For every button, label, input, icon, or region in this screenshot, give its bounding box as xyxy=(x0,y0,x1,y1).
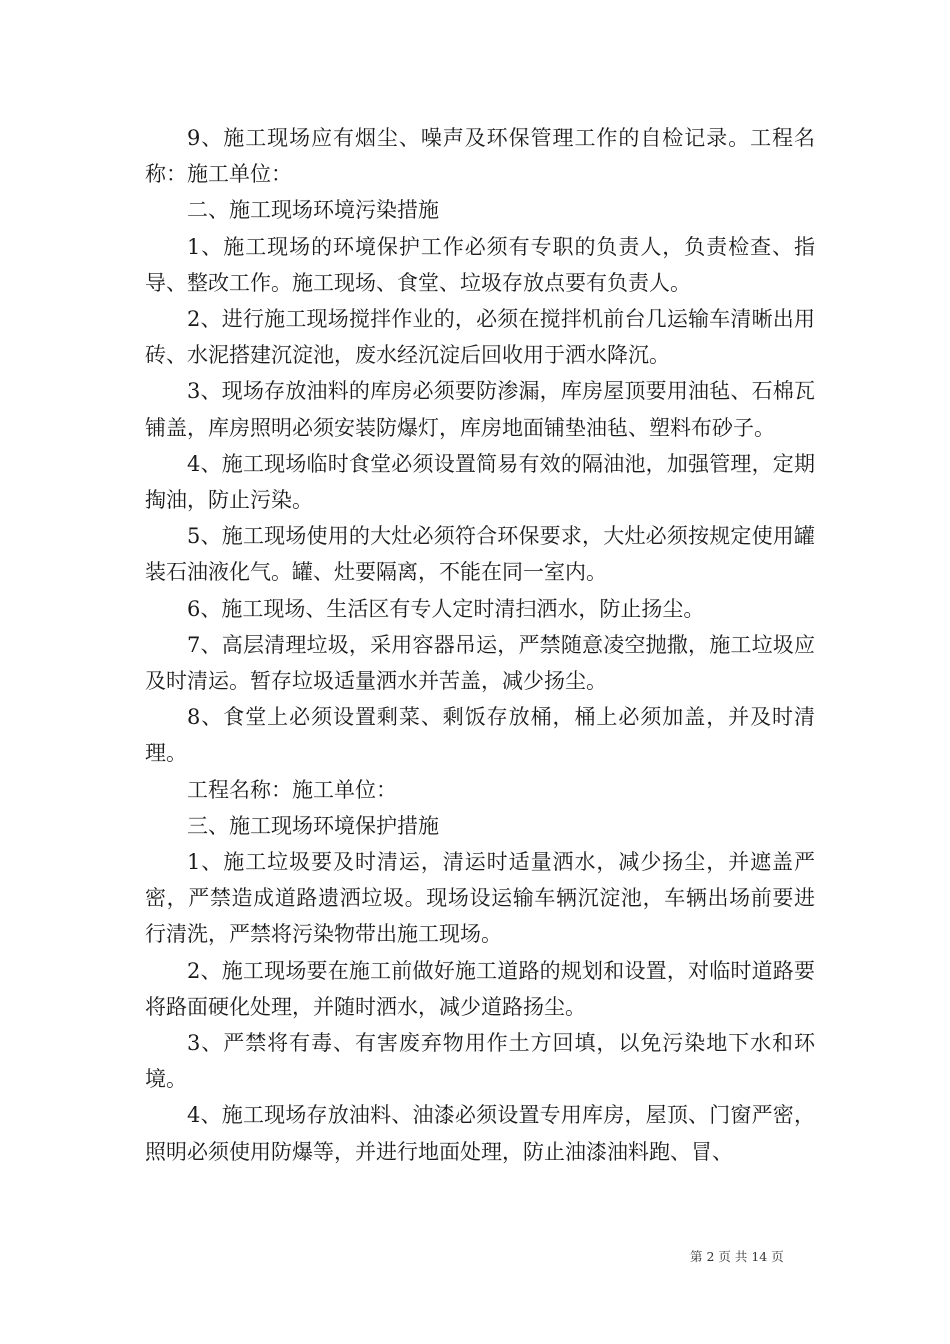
paragraph-pollution-5: 5、施工现场使用的大灶必须符合环保要求，大灶必须按规定使用罐装石油液化气。罐、灶要隔离，不能在同一室内。 xyxy=(145,524,815,585)
paragraph-pollution-7: 7、高层清理垃圾，采用容器吊运，严禁随意凌空抛撒，施工垃圾应及时清运。暂存垃圾适量洒水并苦盖，减少扬尘。 xyxy=(145,632,815,694)
page-number-footer: 第 2 页 共 14 页 xyxy=(690,1249,784,1264)
paragraph-protection-4: 4、施工现场存放油料、油漆必须设置专用库房，屋顶、门窗严密，照明必须使用防爆等，并进行地面处理，防止油漆油料跑、冒、 xyxy=(145,1103,815,1164)
paragraph-protection-1: 1、施工垃圾要及时清运，清运时适量洒水，减少扬尘，并遮盖严密，严禁造成道路遗洒垃圾。现场设运输车辆沉淀池，车辆出场前要进行清洗，严禁将污染物带出施工现场。 xyxy=(145,850,815,947)
paragraph-project-unit-label: 工程名称：施工单位： xyxy=(187,777,397,802)
heading-pollution-measures: 二、施工现场环境污染措施 xyxy=(187,198,439,223)
document-body xyxy=(145,120,815,1170)
paragraph-protection-3: 3、严禁将有毒、有害废弃物用作土方回填，以免污染地下水和环境。 xyxy=(145,1031,815,1092)
paragraph-pollution-8: 8、食堂上必须设置剩菜、剩饭存放桶，桶上必须加盖，并及时清理。 xyxy=(145,705,815,766)
paragraph-pollution-3: 3、现场存放油料的库房必须要防渗漏，库房屋顶要用油毡、石棉瓦铺盖，库房照明必须安装防爆灯，库房地面铺垫油毡、塑料布砂子。 xyxy=(145,379,815,440)
paragraph-pollution-4: 4、施工现场临时食堂必须设置简易有效的隔油池，加强管理，定期掏油，防止污染。 xyxy=(145,451,815,513)
paragraph-protection-2: 2、施工现场要在施工前做好施工道路的规划和设置，对临时道路要将路面硬化处理，并随时洒水，减少道路扬尘。 xyxy=(145,958,815,1019)
paragraph-self-inspection-record: 9、施工现场应有烟尘、噪声及环保管理工作的自检记录。工程名称：施工单位： xyxy=(145,126,815,187)
paragraph-pollution-1: 1、施工现场的环境保护工作必须有专职的负责人，负责检查、指导、整改工作。施工现场、食堂、垃圾存放点要有负责人。 xyxy=(145,234,815,295)
paragraph-pollution-6: 6、施工现场、生活区有专人定时清扫洒水，防止扬尘。 xyxy=(187,596,705,621)
heading-protection-measures: 三、施工现场环境保护措施 xyxy=(187,813,439,838)
paragraph-pollution-2: 2、进行施工现场搅拌作业的，必须在搅拌机前台几运输车清晰出用砖、水泥搭建沉淀池，废水经沉淀后回收用于洒水降沉。 xyxy=(145,307,815,368)
